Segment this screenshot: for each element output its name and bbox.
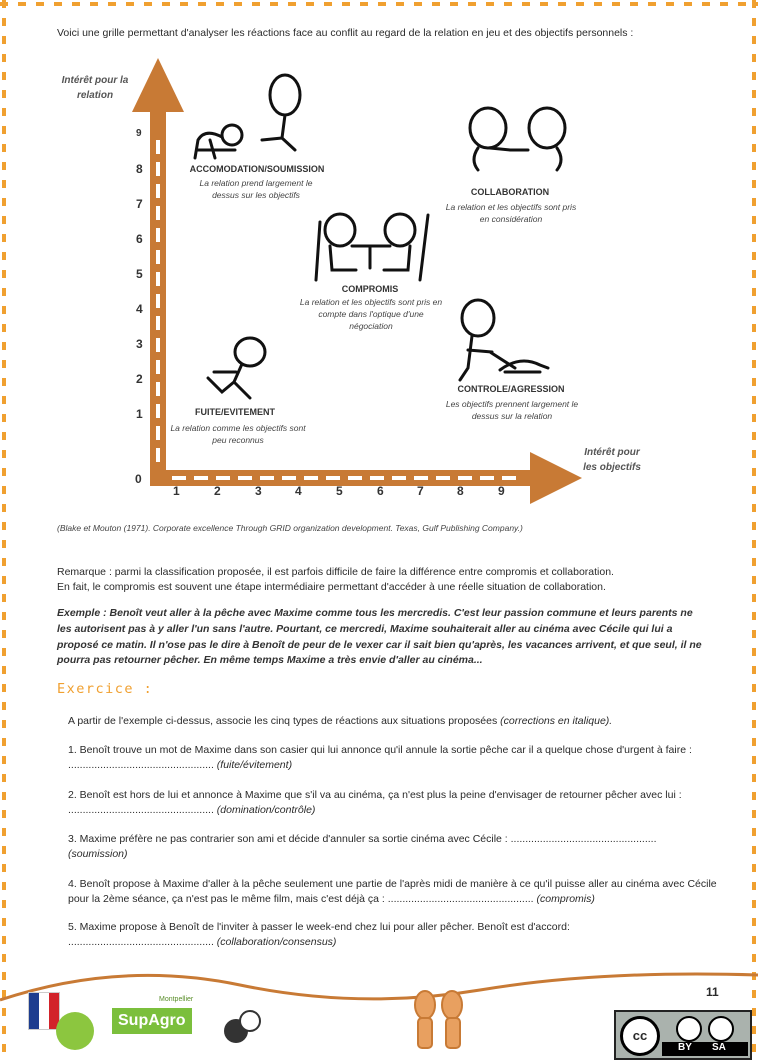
cc-icon: cc <box>620 1016 660 1056</box>
exercise-intro <box>68 715 612 727</box>
montpellier-label: Montpellier <box>159 996 194 1003</box>
x-tick: 6 <box>377 484 384 498</box>
remark-line-2: En fait, le compromis est souvent une étape intermédiaire permettant d'accéder à une réelle situation de collaboration. <box>57 581 606 594</box>
question-3 <box>68 832 718 862</box>
y-tick: 8 <box>136 162 143 176</box>
example-paragraph: Exemple : Benoît veut aller à la pêche avec Maxime comme tous les mercredis. C'est leur passion commune et leurs parents ne les autorisent pas à y aller l'un sans l'autre. Pourtant, ce mercredi, Maxime souhaiterait aller au cinéma avec Cécile qui lui a proposé ce matin. Il n'ose pas le dire à Benoît de peur de le vexer car il sait bien qu'après, les vacances arrivent, et que seul, il ne pourra pas retourner pêcher. En même temps Maxime a très envie d'aller au cinéma... <box>57 607 702 667</box>
birds-logo <box>220 1005 262 1047</box>
exercise-intro-text: A partir de l'exemple ci-dessus, associe les cinq types de réactions aux situations proposées <box>68 715 498 727</box>
y-tick: 5 <box>136 267 143 281</box>
boxing-figures-icon <box>415 991 462 1048</box>
y-axis-title: Intérêt pour la relation <box>61 75 129 101</box>
license-bar <box>662 1042 748 1056</box>
remark <box>57 565 614 595</box>
question-text: 2. Benoît est hors de lui et annonce à Maxime que s'il va au cinéma, ça n'est plus la peine d'envisager de retourner pêcher avec lui : .................................................. <box>68 789 682 817</box>
question-text: 4. Benoît propose à Maxime d'aller à la pêche seulement une partie de l'après midi de manière à ce qu'il puisse aller au cinéma avec Cécile pour la 2ème séance, ça n'est pas le même film, mais c'est déjà ça : .................................................. <box>68 878 717 906</box>
avoidance-desc: La relation comme les objectifs sont peu reconnus <box>170 423 306 445</box>
intro-text: Voici une grille permettant d'analyser les réactions face au conflit au regard de la relation en jeu et des objectifs personnels : <box>57 27 634 39</box>
question-answer: (domination/contrôle) <box>216 804 316 817</box>
y-axis-dashes <box>156 140 160 462</box>
question-5 <box>68 920 718 950</box>
avoidance-illustration <box>208 338 265 398</box>
y-tick: 7 <box>136 197 143 211</box>
accommodation-desc: La relation prend largement le dessus sur les objectifs <box>199 178 313 200</box>
question-text: 3. Maxime préfère ne pas contrarier son ami et décide d'annuler sa sortie cinéma avec Cécile : .................................................. <box>68 833 657 845</box>
accommodation-title: ACCOMODATION/SOUMISSION <box>189 164 325 174</box>
cc-license-badge <box>614 1010 752 1060</box>
reference-citation: (Blake et Mouton (1971). Corporate excellence Through GRID organization development. Texas, Gulf Publishing Company.) <box>57 523 523 533</box>
collaboration-desc: La relation et les objectifs sont pris en considération <box>445 202 577 224</box>
y-tick: 4 <box>136 302 143 316</box>
collaboration-title: COLLABORATION <box>470 187 550 197</box>
remark-line-1: Remarque : parmi la classification proposée, il est parfois difficile de faire la différence entre compromis et collaboration. <box>57 566 614 578</box>
accommodation-illustration <box>195 75 300 158</box>
avoidance-title: FUITE/EVITEMENT <box>194 407 275 417</box>
question-4 <box>68 877 718 907</box>
page-number: 11 <box>706 985 719 999</box>
x-tick: 8 <box>457 484 464 498</box>
y-tick: 9 <box>136 128 142 139</box>
nature-badge-logo <box>56 1012 94 1050</box>
control-title: CONTROLE/AGRESSION <box>457 384 565 394</box>
x-tick: 7 <box>417 484 424 498</box>
x-tick: 1 <box>173 484 180 498</box>
question-answer: (soumission) <box>68 848 128 861</box>
supagro-logo: SupAgro <box>112 1008 192 1034</box>
y-tick: 3 <box>136 337 143 351</box>
question-1 <box>68 743 718 773</box>
question-2 <box>68 788 718 818</box>
y-tick: 6 <box>136 232 143 246</box>
compromise-desc: La relation et les objectifs sont pris en compte dans l'optique d'une négociation <box>299 297 443 331</box>
license-sa: SA <box>712 1042 726 1053</box>
x-tick: 5 <box>336 484 343 498</box>
control-desc: Les objectifs prennent largement le dessus sur la relation <box>445 399 579 421</box>
question-text: 5. Maxime propose à Benoît de l'inviter à passer le week-end chez lui pour aller pêcher. Benoît est d'accord: .................................................. <box>68 921 570 949</box>
x-tick: 3 <box>255 484 262 498</box>
compromise-title: COMPROMIS <box>341 284 399 294</box>
question-answer: (collaboration/consensus) <box>216 936 337 949</box>
question-answer: (compromis) <box>536 893 595 906</box>
y-tick: 2 <box>136 372 143 386</box>
x-tick: 9 <box>498 484 505 498</box>
x-tick: 2 <box>214 484 221 498</box>
x-tick: 4 <box>295 484 302 498</box>
question-answer: (fuite/évitement) <box>216 759 293 772</box>
license-by: BY <box>678 1042 692 1053</box>
origin-label: 0 <box>135 472 142 486</box>
by-icon <box>676 1016 702 1042</box>
exercise-intro-italic: (corrections en italique). <box>500 715 613 727</box>
y-tick: 1 <box>136 407 143 421</box>
x-axis-arrowhead <box>530 452 582 504</box>
y-axis-arrowhead <box>132 58 184 112</box>
x-axis-title: Intérêt pour les objectifs <box>583 447 641 473</box>
exercise-title: Exercice : <box>57 681 154 697</box>
compromise-illustration <box>316 214 428 280</box>
control-illustration <box>460 300 548 380</box>
collaboration-illustration <box>470 108 565 170</box>
republique-francaise-logo <box>28 992 60 1030</box>
question-text: 1. Benoît trouve un mot de Maxime dans son casier qui lui annonce qu'il annule la sortie pêche car il a quelque chose d'urgent à faire : .................................................. <box>68 744 692 772</box>
sa-icon <box>708 1016 734 1042</box>
